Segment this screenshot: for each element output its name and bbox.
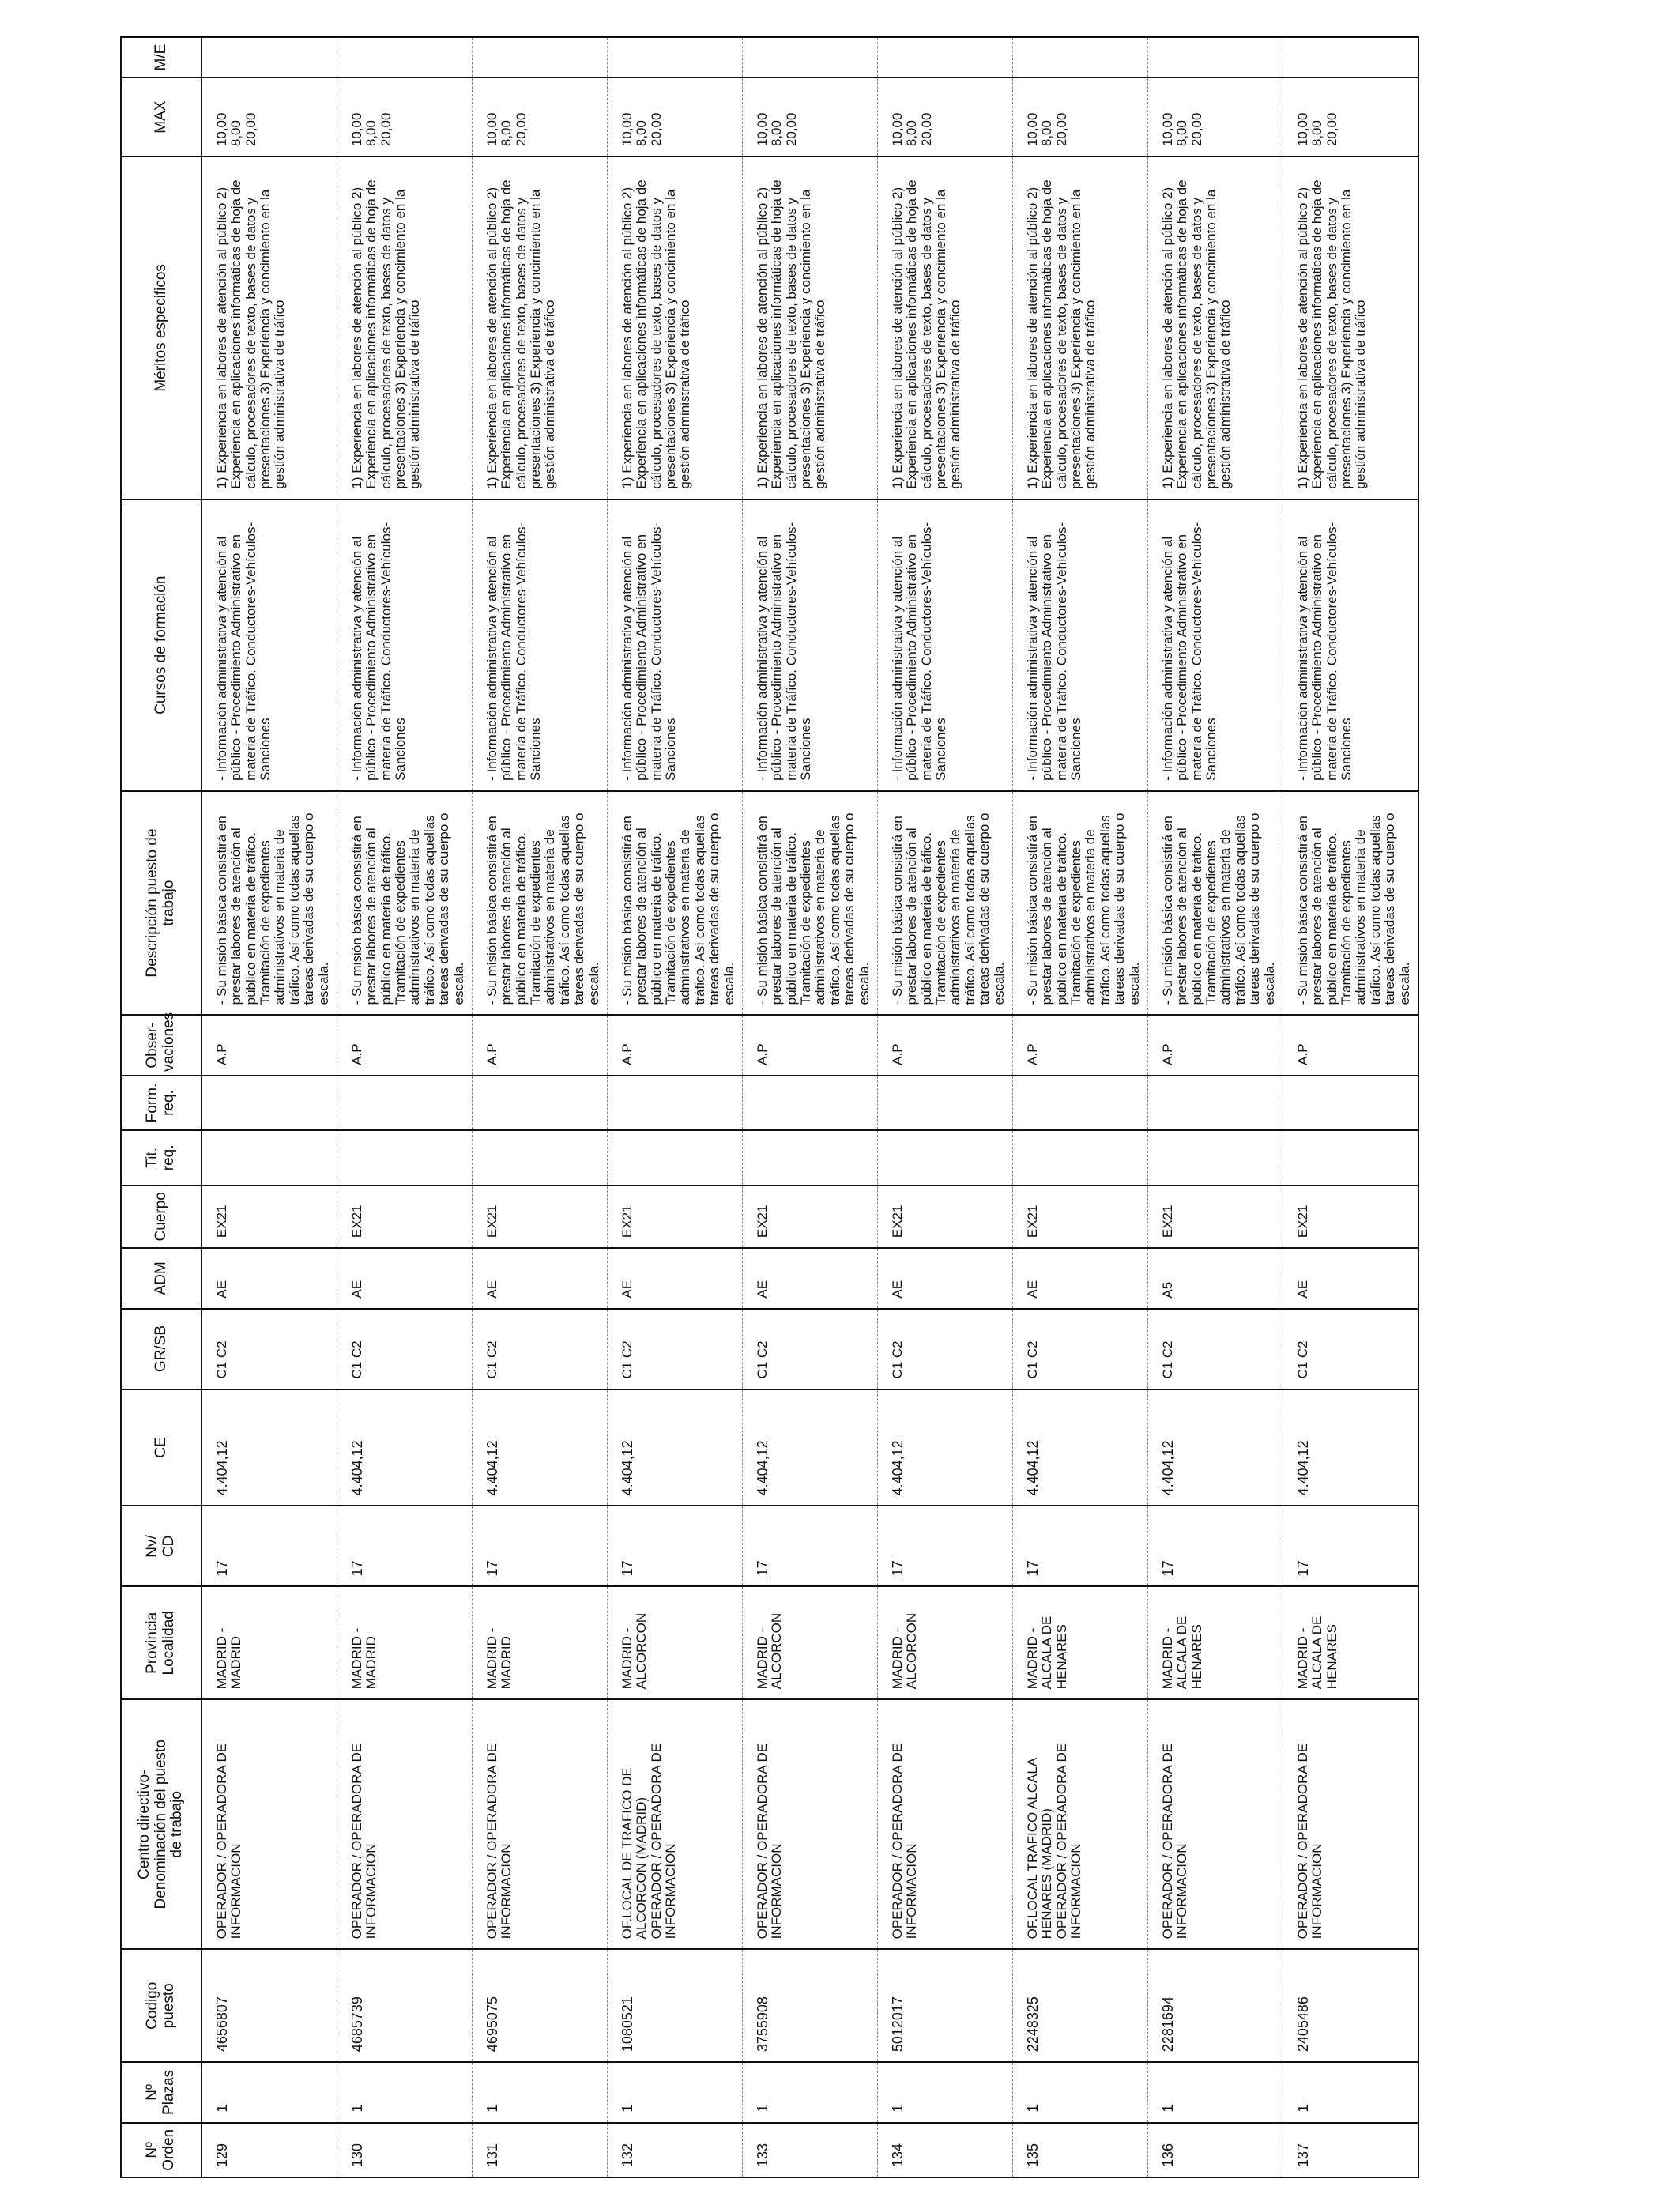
max-cell: 10,00 8,00 20,00 bbox=[337, 77, 473, 156]
job-positions-table bbox=[120, 36, 1419, 2178]
observaciones-cell: A.P bbox=[1148, 1015, 1283, 1075]
adm-cell: AE bbox=[608, 1248, 743, 1308]
grupo-cell: C1 C2 bbox=[608, 1309, 743, 1389]
titulacion-cell bbox=[1283, 1130, 1419, 1185]
cuerpo-cell: EX21 bbox=[473, 1186, 608, 1249]
denominacion-text: OPERADOR / OPERADORA DE INFORMACION bbox=[1160, 1743, 1190, 1940]
formacion-cell bbox=[743, 1076, 878, 1130]
cursos-cell: - Información administrativa y atención al público - Procedimiento Administrativo en materia de Tráfico. Conductores-Vehículos-Sanciones bbox=[337, 499, 473, 791]
me-cell bbox=[1283, 37, 1419, 77]
adm-cell: AE bbox=[337, 1248, 473, 1308]
grupo-cell: C1 C2 bbox=[878, 1309, 1013, 1389]
cuerpo-cell: EX21 bbox=[337, 1186, 473, 1249]
codigo-cell: 4656807 bbox=[202, 1949, 337, 2062]
observaciones-cell: A.P bbox=[878, 1015, 1013, 1075]
orden-cell: 131 bbox=[473, 2123, 608, 2177]
meritos-cell: 1) Experiencia en labores de atención al público 2) Experiencia en aplicaciones informáticas de hoja de cálculo, procesadores de texto, bases de datos y presentaciones 3) Experiencia y concimiento en la gestión administrativa de tráfico bbox=[473, 156, 608, 499]
centro-cell bbox=[1148, 1699, 1283, 1949]
header-me: M/E bbox=[121, 37, 202, 77]
max-cell: 10,00 8,00 20,00 bbox=[473, 77, 608, 156]
meritos-cell: 1) Experiencia en labores de atención al público 2) Experiencia en aplicaciones informáticas de hoja de cálculo, procesadores de texto, bases de datos y presentaciones 3) Experiencia y concimiento en la gestión administrativa de tráfico bbox=[1148, 156, 1283, 499]
meritos-cell: 1) Experiencia en labores de atención al público 2) Experiencia en aplicaciones informáticas de hoja de cálculo, procesadores de texto, bases de datos y presentaciones 3) Experiencia y concimiento en la gestión administrativa de tráfico bbox=[1283, 156, 1419, 499]
observaciones-cell: A.P bbox=[608, 1015, 743, 1075]
grupo-cell: C1 C2 bbox=[743, 1309, 878, 1389]
provincia-cell: MADRID - MADRID bbox=[202, 1586, 337, 1699]
orden-cell: 133 bbox=[743, 2123, 878, 2177]
me-cell bbox=[1148, 37, 1283, 77]
plazas-cell: 1 bbox=[202, 2062, 337, 2122]
grupo-cell: C1 C2 bbox=[1013, 1309, 1148, 1389]
adm-cell: AE bbox=[1013, 1248, 1148, 1308]
max-cell: 10,00 8,00 20,00 bbox=[1148, 77, 1283, 156]
observaciones-cell: A.P bbox=[337, 1015, 473, 1075]
me-cell bbox=[202, 37, 337, 77]
descripcion-cell: - Su misión básica consistirá en prestar labores de atención al público en materia de tráfico. Tramitación de expedientes administrativos en materia de tráfico. Así como todas aquellas tareas derivadas de su cuerpo o escala. bbox=[1013, 791, 1148, 1016]
header-grupo: GR/SB bbox=[121, 1309, 202, 1389]
orden-cell: 130 bbox=[337, 2123, 473, 2177]
centro-cell bbox=[878, 1699, 1013, 1949]
denominacion-text: OPERADOR / OPERADORA DE INFORMACION bbox=[755, 1743, 785, 1940]
formacion-cell bbox=[608, 1076, 743, 1130]
cursos-cell: - Información administrativa y atención al público - Procedimiento Administrativo en materia de Tráfico. Conductores-Vehículos-Sanciones bbox=[743, 499, 878, 791]
header-observaciones: Obser- vaciones bbox=[121, 1015, 202, 1075]
max-cell: 10,00 8,00 20,00 bbox=[1283, 77, 1419, 156]
orden-cell: 134 bbox=[878, 2123, 1013, 2177]
provincia-cell: MADRID - ALCALA DE HENARES bbox=[1148, 1586, 1283, 1699]
codigo-cell: 2281694 bbox=[1148, 1949, 1283, 2062]
header-centro: Centro directivo- Denominación del puesto de trabajo bbox=[121, 1699, 202, 1949]
max-cell: 10,00 8,00 20,00 bbox=[878, 77, 1013, 156]
plazas-cell: 1 bbox=[608, 2062, 743, 2122]
cursos-cell: - Información administrativa y atención al público - Procedimiento Administrativo en materia de Tráfico. Conductores-Vehículos-Sanciones bbox=[473, 499, 608, 791]
nivel-cell: 17 bbox=[202, 1506, 337, 1586]
ce-cell: 4.404,12 bbox=[878, 1389, 1013, 1506]
grupo-cell: C1 C2 bbox=[337, 1309, 473, 1389]
nivel-cell: 17 bbox=[1283, 1506, 1419, 1586]
ce-cell: 4.404,12 bbox=[1148, 1389, 1283, 1506]
header-row bbox=[121, 37, 202, 2177]
nivel-cell: 17 bbox=[337, 1506, 473, 1586]
grupo-cell: C1 C2 bbox=[1148, 1309, 1283, 1389]
me-cell bbox=[878, 37, 1013, 77]
table-row bbox=[473, 37, 608, 2177]
ce-cell: 4.404,12 bbox=[1013, 1389, 1148, 1506]
centro-cell bbox=[608, 1699, 743, 1949]
provincia-cell: MADRID - ALCORCON bbox=[743, 1586, 878, 1699]
plazas-cell: 1 bbox=[743, 2062, 878, 2122]
me-cell bbox=[608, 37, 743, 77]
descripcion-cell: - Su misión básica consistirá en prestar labores de atención al público en materia de tráfico. Tramitación de expedientes administrativos en materia de tráfico. Así como todas aquellas tareas derivadas de su cuerpo o escala. bbox=[1283, 791, 1419, 1016]
denominacion-text: OPERADOR / OPERADORA DE INFORMACION bbox=[890, 1743, 920, 1940]
max-cell: 10,00 8,00 20,00 bbox=[743, 77, 878, 156]
me-cell bbox=[473, 37, 608, 77]
cuerpo-cell: EX21 bbox=[608, 1186, 743, 1249]
centro-cell bbox=[202, 1699, 337, 1949]
denominacion-text: OPERADOR / OPERADORA DE INFORMACION bbox=[1295, 1743, 1325, 1940]
grupo-cell: C1 C2 bbox=[202, 1309, 337, 1389]
cursos-cell: - Información administrativa y atención al público - Procedimiento Administrativo en materia de Tráfico. Conductores-Vehículos-Sanciones bbox=[202, 499, 337, 791]
meritos-cell: 1) Experiencia en labores de atención al público 2) Experiencia en aplicaciones informáticas de hoja de cálculo, procesadores de texto, bases de datos y presentaciones 3) Experiencia y concimiento en la gestión administrativa de tráfico bbox=[608, 156, 743, 499]
adm-cell: AE bbox=[743, 1248, 878, 1308]
max-cell: 10,00 8,00 20,00 bbox=[202, 77, 337, 156]
cuerpo-cell: EX21 bbox=[202, 1186, 337, 1249]
cursos-cell: - Información administrativa y atención al público - Procedimiento Administrativo en materia de Tráfico. Conductores-Vehículos-Sanciones bbox=[1283, 499, 1419, 791]
adm-cell: A5 bbox=[1148, 1248, 1283, 1308]
header-orden: Nº Orden bbox=[121, 2123, 202, 2177]
cursos-cell: - Información administrativa y atención al público - Procedimiento Administrativo en materia de Tráfico. Conductores-Vehículos-Sanciones bbox=[878, 499, 1013, 791]
header-titulacion: Tit. req. bbox=[121, 1130, 202, 1185]
denominacion-text: OPERADOR / OPERADORA DE INFORMACION bbox=[1053, 1743, 1084, 1940]
observaciones-cell: A.P bbox=[1013, 1015, 1148, 1075]
cuerpo-cell: EX21 bbox=[1013, 1186, 1148, 1249]
provincia-cell: MADRID - ALCALA DE HENARES bbox=[1283, 1586, 1419, 1699]
centro-cell bbox=[1283, 1699, 1419, 1949]
plazas-cell: 1 bbox=[878, 2062, 1013, 2122]
titulacion-cell bbox=[473, 1130, 608, 1185]
observaciones-cell: A.P bbox=[1283, 1015, 1419, 1075]
nivel-cell: 17 bbox=[743, 1506, 878, 1586]
nivel-cell: 17 bbox=[1148, 1506, 1283, 1586]
formacion-cell bbox=[1013, 1076, 1148, 1130]
codigo-cell: 4685739 bbox=[337, 1949, 473, 2062]
provincia-cell: MADRID - ALCORCON bbox=[878, 1586, 1013, 1699]
orden-cell: 132 bbox=[608, 2123, 743, 2177]
plazas-cell: 1 bbox=[1148, 2062, 1283, 2122]
cursos-cell: - Información administrativa y atención al público - Procedimiento Administrativo en materia de Tráfico. Conductores-Vehículos-Sanciones bbox=[1013, 499, 1148, 791]
plazas-cell: 1 bbox=[1283, 2062, 1419, 2122]
meritos-cell: 1) Experiencia en labores de atención al público 2) Experiencia en aplicaciones informáticas de hoja de cálculo, procesadores de texto, bases de datos y presentaciones 3) Experiencia y concimiento en la gestión administrativa de tráfico bbox=[1013, 156, 1148, 499]
header-nivel: Nv/ CD bbox=[121, 1506, 202, 1586]
observaciones-cell: A.P bbox=[743, 1015, 878, 1075]
titulacion-cell bbox=[608, 1130, 743, 1185]
meritos-cell: 1) Experiencia en labores de atención al público 2) Experiencia en aplicaciones informáticas de hoja de cálculo, procesadores de texto, bases de datos y presentaciones 3) Experiencia y concimiento en la gestión administrativa de tráfico bbox=[337, 156, 473, 499]
formacion-cell bbox=[473, 1076, 608, 1130]
cuerpo-cell: EX21 bbox=[743, 1186, 878, 1249]
header-descripcion: Descripción puesto de trabajo bbox=[121, 791, 202, 1016]
meritos-cell: 1) Experiencia en labores de atención al público 2) Experiencia en aplicaciones informáticas de hoja de cálculo, procesadores de texto, bases de datos y presentaciones 3) Experiencia y concimiento en la gestión administrativa de tráfico bbox=[202, 156, 337, 499]
nivel-cell: 17 bbox=[608, 1506, 743, 1586]
me-cell bbox=[1013, 37, 1148, 77]
grupo-cell: C1 C2 bbox=[1283, 1309, 1419, 1389]
denominacion-text: OPERADOR / OPERADORA DE INFORMACION bbox=[349, 1743, 379, 1940]
ce-cell: 4.404,12 bbox=[608, 1389, 743, 1506]
codigo-cell: 4695075 bbox=[473, 1949, 608, 2062]
table-row bbox=[1013, 37, 1148, 2177]
cursos-cell: - Información administrativa y atención al público - Procedimiento Administrativo en materia de Tráfico. Conductores-Vehículos-Sanciones bbox=[1148, 499, 1283, 791]
table-row bbox=[608, 37, 743, 2177]
descripcion-cell: - Su misión básica consistirá en prestar labores de atención al público en materia de tráfico. Tramitación de expedientes administrativos en materia de tráfico. Así como todas aquellas tareas derivadas de su cuerpo o escala. bbox=[608, 791, 743, 1016]
codigo-cell: 1080521 bbox=[608, 1949, 743, 2062]
descripcion-cell: - Su misión básica consistirá en prestar labores de atención al público en materia de tráfico. Tramitación de expedientes administrativos en materia de tráfico. Así como todas aquellas tareas derivadas de su cuerpo o escala. bbox=[337, 791, 473, 1016]
header-cursos: Cursos de formación bbox=[121, 499, 202, 791]
nivel-cell: 17 bbox=[878, 1506, 1013, 1586]
cuerpo-cell: EX21 bbox=[1283, 1186, 1419, 1249]
cuerpo-cell: EX21 bbox=[1148, 1186, 1283, 1249]
grupo-cell: C1 C2 bbox=[473, 1309, 608, 1389]
provincia-cell: MADRID - ALCALA DE HENARES bbox=[1013, 1586, 1148, 1699]
header-adm: ADM bbox=[121, 1248, 202, 1308]
denominacion-text: OPERADOR / OPERADORA DE INFORMACION bbox=[648, 1743, 679, 1940]
table-row bbox=[878, 37, 1013, 2177]
adm-cell: AE bbox=[202, 1248, 337, 1308]
orden-cell: 136 bbox=[1148, 2123, 1283, 2177]
ce-cell: 4.404,12 bbox=[473, 1389, 608, 1506]
header-codigo: Codigo puesto bbox=[121, 1949, 202, 2062]
plazas-cell: 1 bbox=[1013, 2062, 1148, 2122]
header-ce: CE bbox=[121, 1389, 202, 1506]
table-row bbox=[1283, 37, 1419, 2177]
header-provincia: Provincia Localidad bbox=[121, 1586, 202, 1699]
nivel-cell: 17 bbox=[1013, 1506, 1148, 1586]
titulacion-cell bbox=[337, 1130, 473, 1185]
codigo-cell: 5012017 bbox=[878, 1949, 1013, 2062]
table-row bbox=[337, 37, 473, 2177]
titulacion-cell bbox=[202, 1130, 337, 1185]
formacion-cell bbox=[878, 1076, 1013, 1130]
adm-cell: AE bbox=[878, 1248, 1013, 1308]
codigo-cell: 3755908 bbox=[743, 1949, 878, 2062]
me-cell bbox=[337, 37, 473, 77]
titulacion-cell bbox=[878, 1130, 1013, 1185]
me-cell bbox=[743, 37, 878, 77]
centro-cell bbox=[473, 1699, 608, 1949]
descripcion-cell: - Su misión básica consistirá en prestar labores de atención al público en materia de tráfico. Tramitación de expedientes administrativos en materia de tráfico. Así como todas aquellas tareas derivadas de su cuerpo o escala. bbox=[202, 791, 337, 1016]
observaciones-cell: A.P bbox=[202, 1015, 337, 1075]
meritos-cell: 1) Experiencia en labores de atención al público 2) Experiencia en aplicaciones informáticas de hoja de cálculo, procesadores de texto, bases de datos y presentaciones 3) Experiencia y concimiento en la gestión administrativa de tráfico bbox=[878, 156, 1013, 499]
provincia-cell: MADRID - ALCORCON bbox=[608, 1586, 743, 1699]
descripcion-cell: - Su misión básica consistirá en prestar labores de atención al público en materia de tráfico. Tramitación de expedientes administrativos en materia de tráfico. Así como todas aquellas tareas derivadas de su cuerpo o escala. bbox=[473, 791, 608, 1016]
ce-cell: 4.404,12 bbox=[1283, 1389, 1419, 1506]
denominacion-text: OPERADOR / OPERADORA DE INFORMACION bbox=[214, 1743, 244, 1940]
max-cell: 10,00 8,00 20,00 bbox=[608, 77, 743, 156]
nivel-cell: 17 bbox=[473, 1506, 608, 1586]
descripcion-cell: - Su misión básica consistirá en prestar labores de atención al público en materia de tráfico. Tramitación de expedientes administrativos en materia de tráfico. Así como todas aquellas tareas derivadas de su cuerpo o escala. bbox=[743, 791, 878, 1016]
plazas-cell: 1 bbox=[337, 2062, 473, 2122]
table-row bbox=[202, 37, 337, 2177]
office-name: OF.LOCAL TRAFICO ALCALA HENARES (MADRID) bbox=[1025, 1758, 1055, 1940]
descripcion-cell: - Su misión básica consistirá en prestar labores de atención al público en materia de tráfico. Tramitación de expedientes administrativos en materia de tráfico. Así como todas aquellas tareas derivadas de su cuerpo o escala. bbox=[1148, 791, 1283, 1016]
cuerpo-cell: EX21 bbox=[878, 1186, 1013, 1249]
header-meritos: Méritos especificos bbox=[121, 156, 202, 499]
plazas-cell: 1 bbox=[473, 2062, 608, 2122]
orden-cell: 137 bbox=[1283, 2123, 1419, 2177]
max-cell: 10,00 8,00 20,00 bbox=[1013, 77, 1148, 156]
orden-cell: 135 bbox=[1013, 2123, 1148, 2177]
denominacion-text: OPERADOR / OPERADORA DE INFORMACION bbox=[484, 1743, 514, 1940]
titulacion-cell bbox=[1013, 1130, 1148, 1185]
centro-cell bbox=[337, 1699, 473, 1949]
header-plazas: Nº Plazas bbox=[121, 2062, 202, 2122]
header-max: MAX bbox=[121, 77, 202, 156]
header-formacion: Form. req. bbox=[121, 1076, 202, 1130]
centro-cell bbox=[743, 1699, 878, 1949]
meritos-cell: 1) Experiencia en labores de atención al público 2) Experiencia en aplicaciones informáticas de hoja de cálculo, procesadores de texto, bases de datos y presentaciones 3) Experiencia y concimiento en la gestión administrativa de tráfico bbox=[743, 156, 878, 499]
codigo-cell: 2248325 bbox=[1013, 1949, 1148, 2062]
table-row bbox=[743, 37, 878, 2177]
orden-cell: 129 bbox=[202, 2123, 337, 2177]
table-row bbox=[1148, 37, 1283, 2177]
centro-cell bbox=[1013, 1699, 1148, 1949]
provincia-cell: MADRID - MADRID bbox=[337, 1586, 473, 1699]
titulacion-cell bbox=[743, 1130, 878, 1185]
header-cuerpo: Cuerpo bbox=[121, 1186, 202, 1249]
formacion-cell bbox=[1283, 1076, 1419, 1130]
formacion-cell bbox=[1148, 1076, 1283, 1130]
titulacion-cell bbox=[1148, 1130, 1283, 1185]
ce-cell: 4.404,12 bbox=[743, 1389, 878, 1506]
codigo-cell: 2405486 bbox=[1283, 1949, 1419, 2062]
ce-cell: 4.404,12 bbox=[337, 1389, 473, 1506]
office-name: OF.LOCAL DE TRAFICO DE ALCORCON (MADRID) bbox=[620, 1767, 650, 1940]
descripcion-cell: - Su misión básica consistirá en prestar labores de atención al público en materia de tráfico. Tramitación de expedientes administrativos en materia de tráfico. Así como todas aquellas tareas derivadas de su cuerpo o escala. bbox=[878, 791, 1013, 1016]
provincia-cell: MADRID - MADRID bbox=[473, 1586, 608, 1699]
adm-cell: AE bbox=[1283, 1248, 1419, 1308]
formacion-cell bbox=[337, 1076, 473, 1130]
cursos-cell: - Información administrativa y atención al público - Procedimiento Administrativo en materia de Tráfico. Conductores-Vehículos-Sanciones bbox=[608, 499, 743, 791]
formacion-cell bbox=[202, 1076, 337, 1130]
observaciones-cell: A.P bbox=[473, 1015, 608, 1075]
adm-cell: AE bbox=[473, 1248, 608, 1308]
ce-cell: 4.404,12 bbox=[202, 1389, 337, 1506]
